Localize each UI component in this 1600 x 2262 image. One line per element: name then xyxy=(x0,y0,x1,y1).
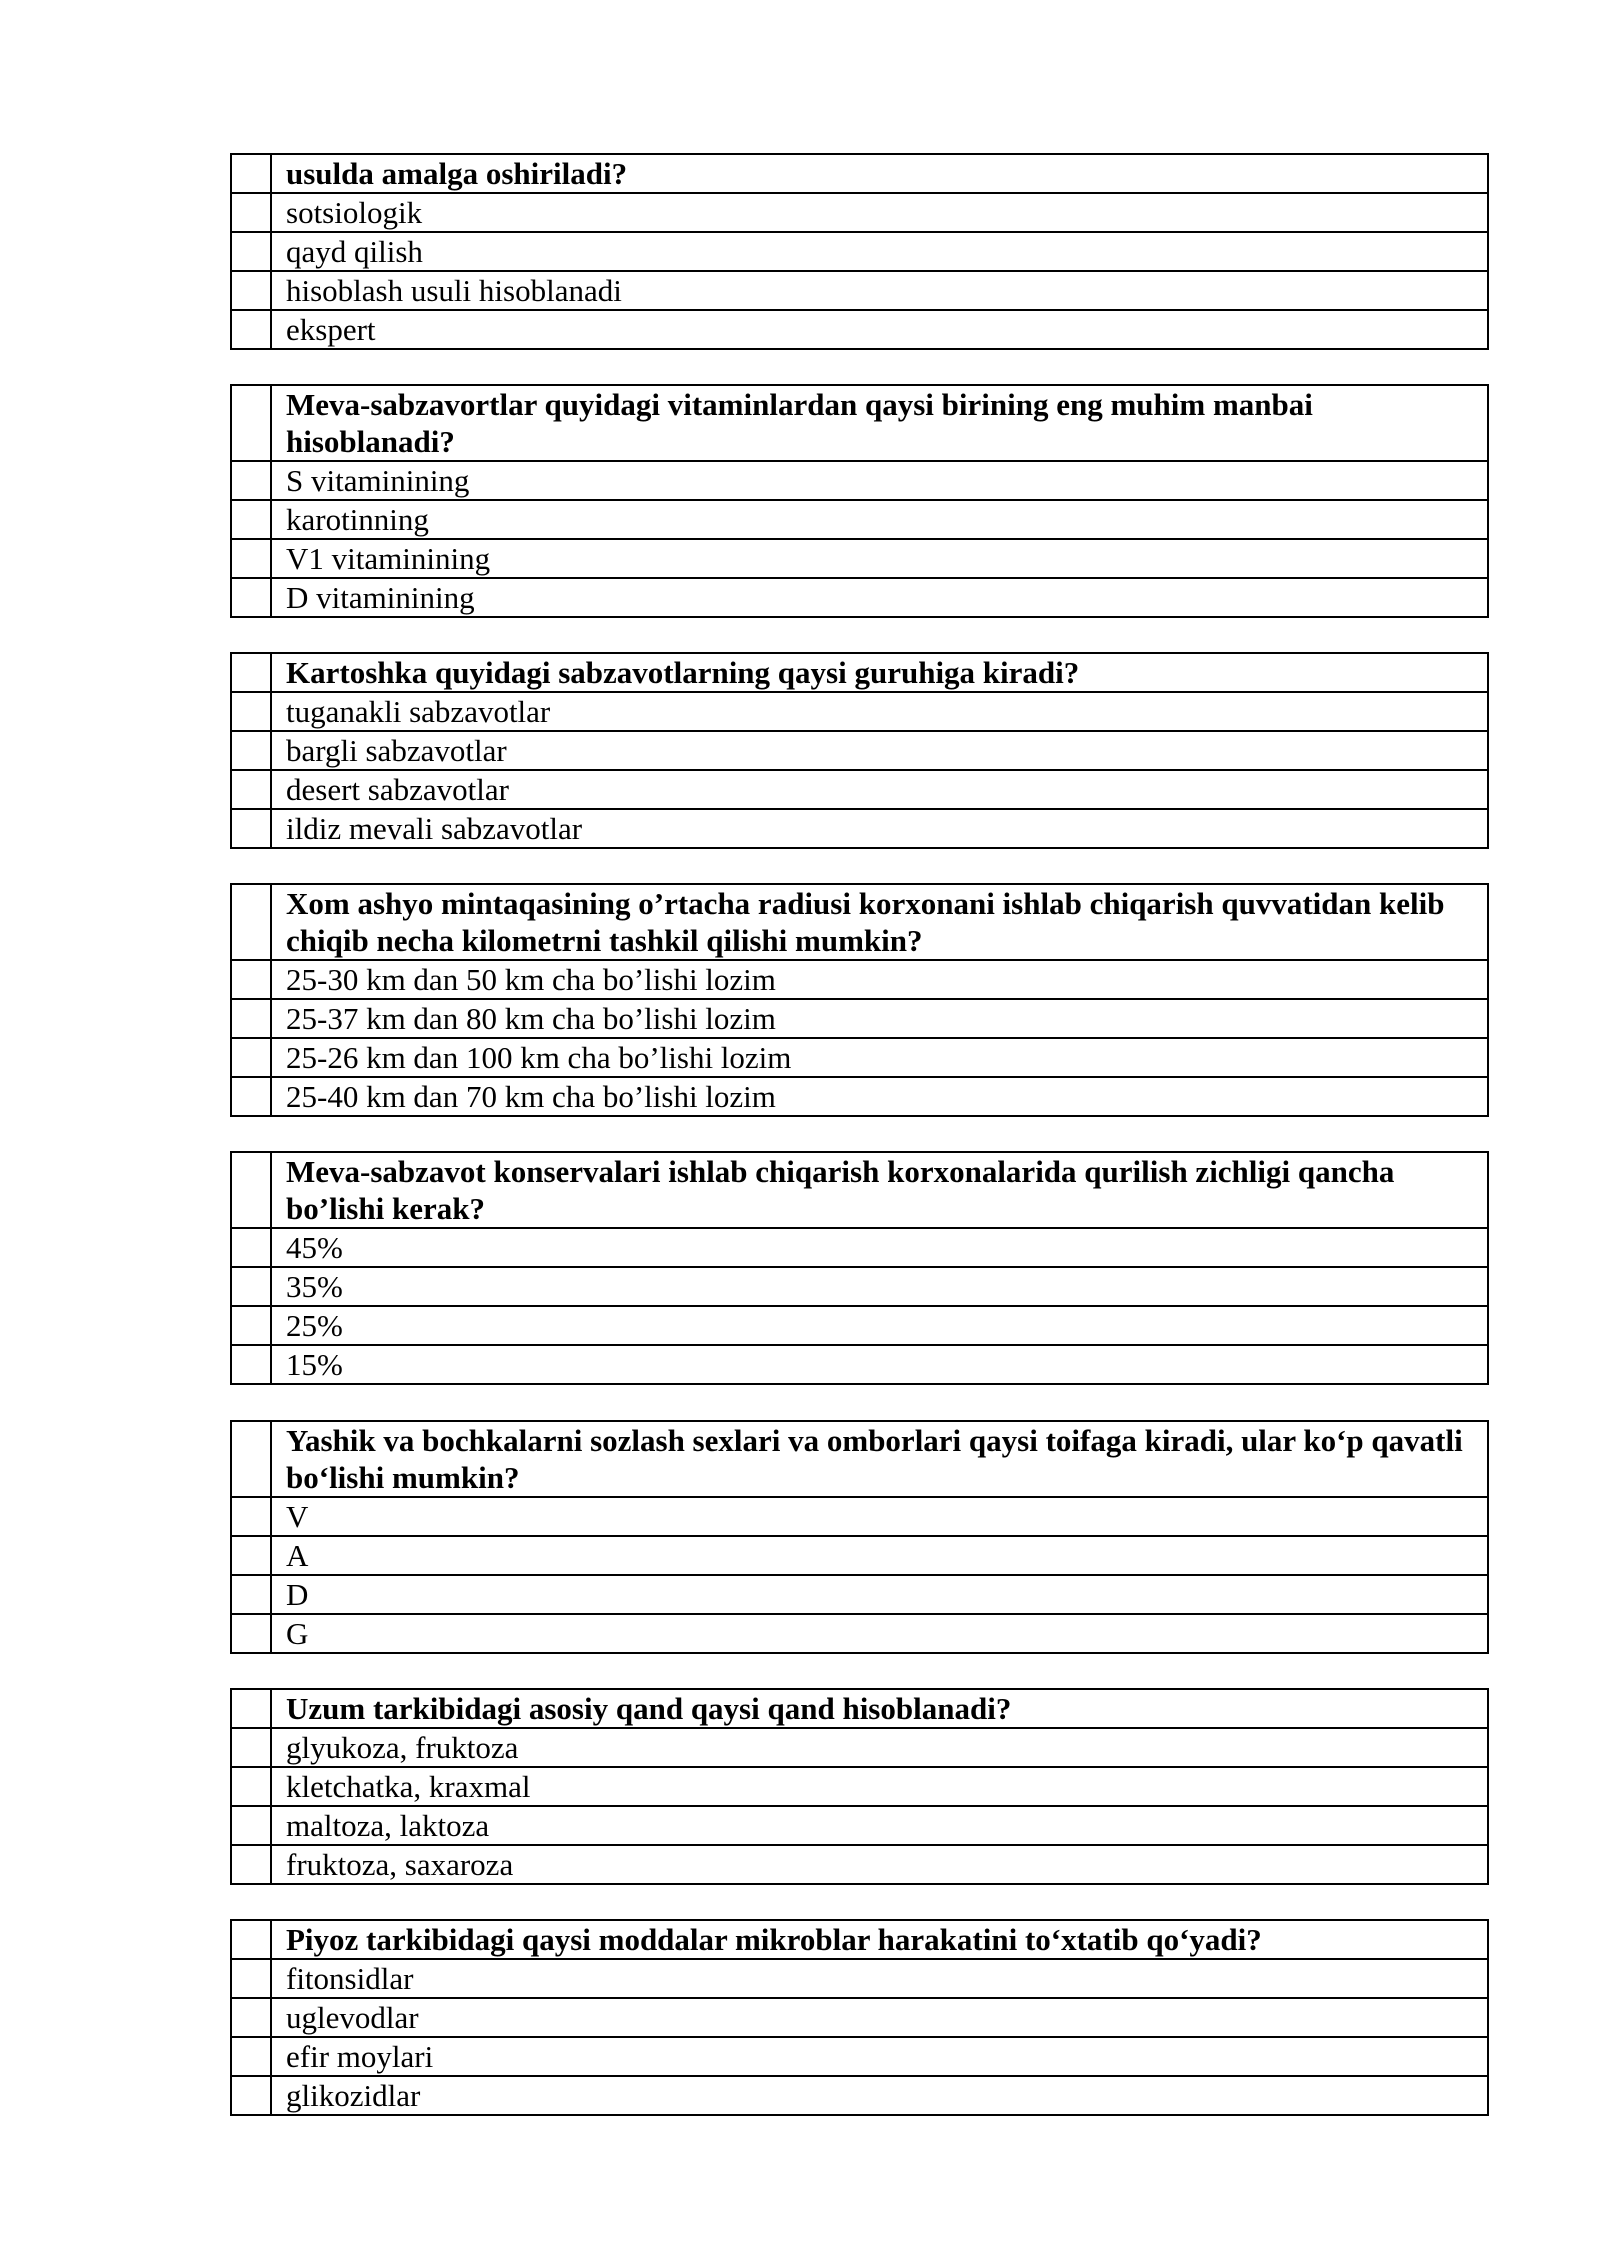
answer-row xyxy=(231,731,1488,770)
answer-text: qayd qilish xyxy=(271,232,1488,271)
number-cell xyxy=(231,1077,271,1116)
number-cell xyxy=(231,1536,271,1575)
question-text: Yashik va bochkalarni sozlash sexlari va omborlari qaysi toifaga kiradi, ular ko‘p qavatli bo‘lishi mumkin? xyxy=(271,1421,1488,1497)
question-text: Piyoz tarkibidagi qaysi moddalar mikroblar harakatini to‘xtatib qo‘yadi? xyxy=(271,1920,1488,1959)
number-cell xyxy=(231,1306,271,1345)
question-row xyxy=(231,1421,1488,1497)
answer-text: ildiz mevali sabzavotlar xyxy=(271,809,1488,848)
answer-row xyxy=(231,271,1488,310)
answer-text: kletchatka, kraxmal xyxy=(271,1767,1488,1806)
number-cell xyxy=(231,1614,271,1653)
question-block xyxy=(230,652,1489,849)
answer-text: V1 vitaminining xyxy=(271,539,1488,578)
question-block xyxy=(230,384,1489,618)
number-cell xyxy=(231,884,271,960)
question-row xyxy=(231,884,1488,960)
number-cell xyxy=(231,1497,271,1536)
answer-text: glyukoza, fruktoza xyxy=(271,1728,1488,1767)
answer-row xyxy=(231,1614,1488,1653)
answer-text: D xyxy=(271,1575,1488,1614)
answer-text: 35% xyxy=(271,1267,1488,1306)
answer-row xyxy=(231,1267,1488,1306)
number-cell xyxy=(231,1575,271,1614)
number-cell xyxy=(231,809,271,848)
question-row xyxy=(231,1920,1488,1959)
number-cell xyxy=(231,1421,271,1497)
number-cell xyxy=(231,461,271,500)
answer-row xyxy=(231,1959,1488,1998)
number-cell xyxy=(231,1345,271,1384)
answer-text: bargli sabzavotlar xyxy=(271,731,1488,770)
answer-row xyxy=(231,539,1488,578)
answer-text: ekspert xyxy=(271,310,1488,349)
answer-row xyxy=(231,809,1488,848)
answer-text: 25-40 km dan 70 km cha bo’lishi lozim xyxy=(271,1077,1488,1116)
number-cell xyxy=(231,960,271,999)
question-block xyxy=(230,1688,1489,1885)
number-cell xyxy=(231,731,271,770)
answer-row xyxy=(231,1575,1488,1614)
answer-text: tuganakli sabzavotlar xyxy=(271,692,1488,731)
question-block xyxy=(230,883,1489,1117)
answer-row xyxy=(231,960,1488,999)
question-block xyxy=(230,1420,1489,1654)
answer-text: fruktoza, saxaroza xyxy=(271,1845,1488,1884)
question-block xyxy=(230,1151,1489,1385)
number-cell xyxy=(231,539,271,578)
answer-text: D vitaminining xyxy=(271,578,1488,617)
answer-text: sotsiologik xyxy=(271,193,1488,232)
answer-row xyxy=(231,1767,1488,1806)
answer-text: 15% xyxy=(271,1345,1488,1384)
answer-row xyxy=(231,1497,1488,1536)
number-cell xyxy=(231,232,271,271)
answer-text: fitonsidlar xyxy=(271,1959,1488,1998)
answer-row xyxy=(231,578,1488,617)
number-cell xyxy=(231,2037,271,2076)
answer-row xyxy=(231,310,1488,349)
answer-text: 25-30 km dan 50 km cha bo’lishi lozim xyxy=(271,960,1488,999)
answer-text: G xyxy=(271,1614,1488,1653)
number-cell xyxy=(231,385,271,461)
question-row xyxy=(231,1152,1488,1228)
answer-text: maltoza, laktoza xyxy=(271,1806,1488,1845)
answer-row xyxy=(231,1345,1488,1384)
number-cell xyxy=(231,1038,271,1077)
number-cell xyxy=(231,1845,271,1884)
number-cell xyxy=(231,1806,271,1845)
number-cell xyxy=(231,1689,271,1728)
answer-row xyxy=(231,2037,1488,2076)
answer-row xyxy=(231,1845,1488,1884)
answer-text: karotinning xyxy=(271,500,1488,539)
answer-row xyxy=(231,1998,1488,2037)
number-cell xyxy=(231,692,271,731)
question-row xyxy=(231,653,1488,692)
number-cell xyxy=(231,271,271,310)
number-cell xyxy=(231,653,271,692)
answer-row xyxy=(231,1728,1488,1767)
answer-row xyxy=(231,461,1488,500)
number-cell xyxy=(231,1920,271,1959)
answer-row xyxy=(231,999,1488,1038)
answer-row xyxy=(231,232,1488,271)
answer-row xyxy=(231,1228,1488,1267)
question-row xyxy=(231,154,1488,193)
question-block xyxy=(230,1919,1489,2116)
number-cell xyxy=(231,2076,271,2115)
number-cell xyxy=(231,1728,271,1767)
answer-row xyxy=(231,500,1488,539)
number-cell xyxy=(231,1228,271,1267)
number-cell xyxy=(231,193,271,232)
question-row xyxy=(231,385,1488,461)
answer-text: A xyxy=(271,1536,1488,1575)
answer-text: V xyxy=(271,1497,1488,1536)
question-text: Kartoshka quyidagi sabzavotlarning qaysi guruhiga kiradi? xyxy=(271,653,1488,692)
question-text: Uzum tarkibidagi asosiy qand qaysi qand hisoblanadi? xyxy=(271,1689,1488,1728)
question-text: usulda amalga oshiriladi? xyxy=(271,154,1488,193)
question-text: Xom ashyo mintaqasining o’rtacha radiusi korxonani ishlab chiqarish quvvatidan kelib chiqib necha kilometrni tashkil qilishi mumkin? xyxy=(271,884,1488,960)
answer-text: 25% xyxy=(271,1306,1488,1345)
number-cell xyxy=(231,500,271,539)
number-cell xyxy=(231,1267,271,1306)
question-text: Meva-sabzavortlar quyidagi vitaminlardan qaysi birining eng muhim manbai hisoblanadi? xyxy=(271,385,1488,461)
answer-text: efir moylari xyxy=(271,2037,1488,2076)
number-cell xyxy=(231,1959,271,1998)
number-cell xyxy=(231,1998,271,2037)
answer-row xyxy=(231,1536,1488,1575)
answer-text: hisoblash usuli hisoblanadi xyxy=(271,271,1488,310)
number-cell xyxy=(231,310,271,349)
answer-row xyxy=(231,1038,1488,1077)
number-cell xyxy=(231,770,271,809)
answer-text: 25-37 km dan 80 km cha bo’lishi lozim xyxy=(271,999,1488,1038)
number-cell xyxy=(231,578,271,617)
answer-text: uglevodlar xyxy=(271,1998,1488,2037)
answer-row xyxy=(231,770,1488,809)
question-row xyxy=(231,1689,1488,1728)
answer-text: 45% xyxy=(271,1228,1488,1267)
answer-row xyxy=(231,1077,1488,1116)
number-cell xyxy=(231,1767,271,1806)
answer-text: desert sabzavotlar xyxy=(271,770,1488,809)
number-cell xyxy=(231,1152,271,1228)
answer-row xyxy=(231,692,1488,731)
number-cell xyxy=(231,999,271,1038)
answer-row xyxy=(231,2076,1488,2115)
answer-row xyxy=(231,193,1488,232)
answer-text: S vitaminining xyxy=(271,461,1488,500)
answer-text: glikozidlar xyxy=(271,2076,1488,2115)
number-cell xyxy=(231,154,271,193)
question-text: Meva-sabzavot konservalari ishlab chiqarish korxonalarida qurilish zichligi qancha bo’lishi kerak? xyxy=(271,1152,1488,1228)
answer-text: 25-26 km dan 100 km cha bo’lishi lozim xyxy=(271,1038,1488,1077)
answer-row xyxy=(231,1806,1488,1845)
question-block xyxy=(230,153,1489,350)
answer-row xyxy=(231,1306,1488,1345)
